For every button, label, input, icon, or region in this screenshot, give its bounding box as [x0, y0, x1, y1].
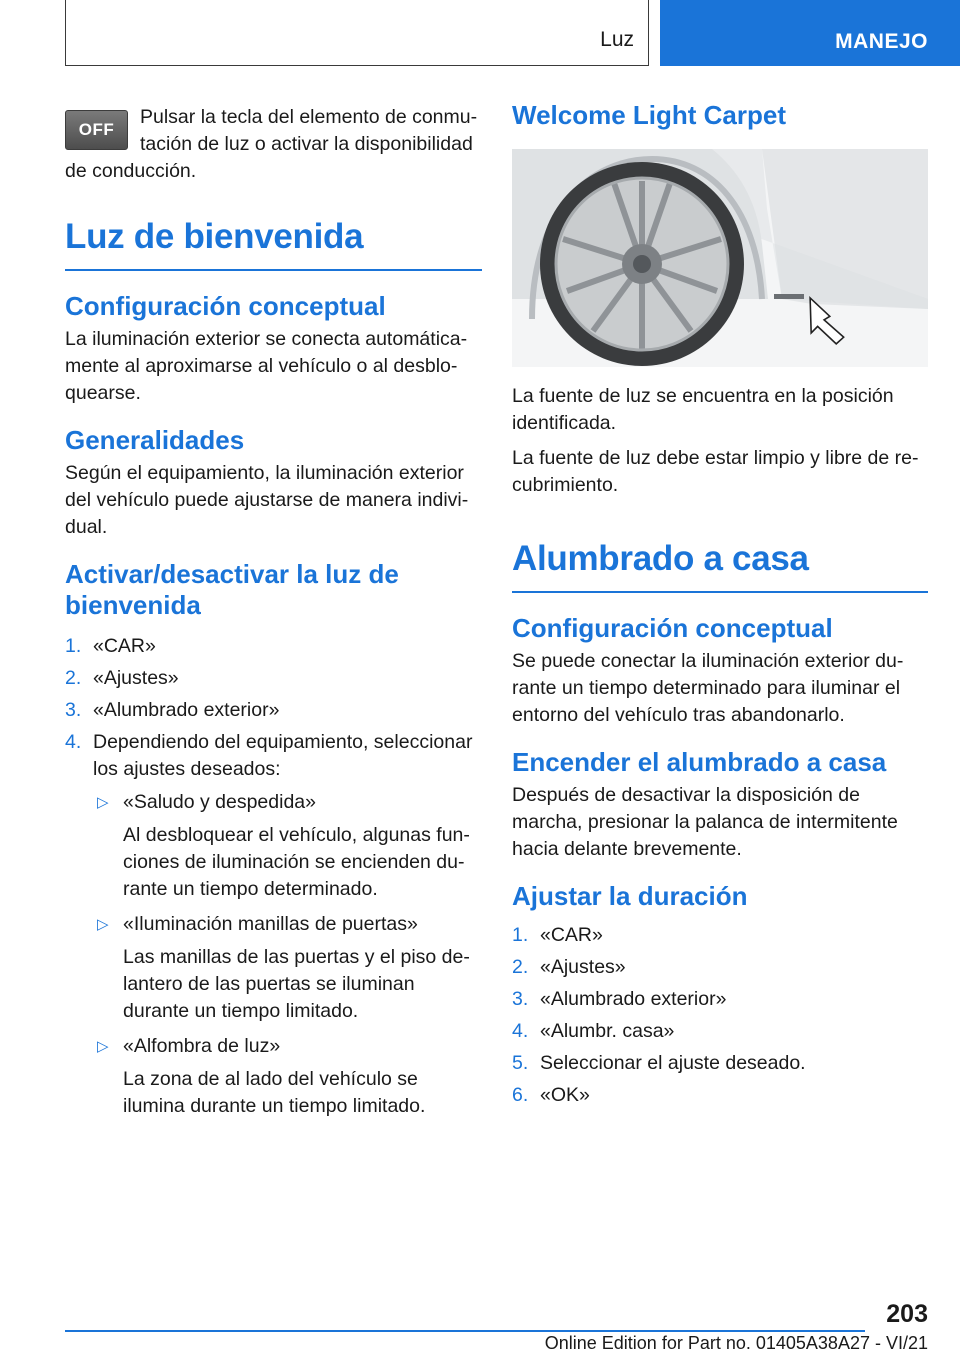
- list-item: 1. «CAR»: [512, 922, 928, 949]
- list-item: 1. «CAR»: [65, 633, 482, 660]
- section-encender: [512, 747, 928, 863]
- list-item: 4. Dependiendo del equipamiento, seleccionar los ajustes deseados: ▷ «Saludo y despedida» Al desbloquear el vehículo, algunas funciones de iluminación se encienden durante un tiempo determinado. ▷ «Iluminación manillas de puertas» Las manillas de las puertas y el piso delantero de las puertas se iluminan durante un tiempo limitado. ▷ «Alfombra de luz» La zona de al lado del vehículo se ilumina durante un tiempo limitado.: [65, 729, 482, 1120]
- step-number: 1.: [512, 924, 529, 946]
- section-body: Después de desactivar la disposición de marcha, presionar la palanca de intermitente hacia delante brevemente.: [512, 784, 898, 860]
- page-number: 203: [886, 1300, 928, 1328]
- header-chapter-tab: [660, 0, 960, 66]
- step-number: 2.: [512, 956, 529, 978]
- list-item: ▷ «Iluminación manillas de puertas» Las manillas de las puertas y el piso delantero de las puertas se iluminan durante un tiempo limitado.: [97, 913, 470, 1022]
- section-title: Activar/desactivar la luz de bienvenida: [65, 559, 399, 620]
- heading-welcome-light-carpet: Welcome Light Carpet: [512, 100, 787, 130]
- list-item: ▷ «Saludo y despedida» Al desbloquear el vehículo, algunas funciones de iluminación se encienden durante un tiempo determinado.: [97, 791, 470, 900]
- footer-edition: Online Edition for Part no. 01405A38A27 - VI/21: [544, 1333, 928, 1353]
- triangle-bullet-icon: ▷: [97, 1038, 109, 1055]
- step-number: 4.: [512, 1020, 529, 1042]
- list-item: 4. «Alumbr. casa»: [512, 1018, 928, 1045]
- list-item: ▷ «Alfombra de luz» La zona de al lado del vehículo se ilumina durante un tiempo limitado.: [97, 1035, 426, 1117]
- welcome-text-2: La fuente de luz debe estar limpio y libre de recubrimiento.: [512, 447, 919, 496]
- list-item: 2. «Ajustes»: [65, 665, 482, 692]
- section-title: Configuración conceptual: [512, 613, 833, 643]
- header-section-box: [65, 0, 649, 66]
- car-wheel-illustration: [512, 149, 928, 367]
- step-number: 3.: [65, 699, 82, 721]
- list-item: 3. «Alumbrado exterior»: [65, 697, 482, 724]
- right-column: [512, 100, 928, 1127]
- off-instruction: [65, 104, 482, 185]
- welcome-text-1: La fuente de luz se encuentra en la posición identificada.: [512, 385, 894, 434]
- section-title: Generalidades: [65, 425, 245, 455]
- steps-list: [65, 633, 482, 1120]
- section-title: Configuración conceptual: [65, 291, 386, 321]
- steps-list: [512, 922, 928, 1109]
- off-text: Pulsar la tecla del elemento de conmutación de luz o activar la disponibilidad de conducción.: [65, 106, 478, 182]
- section-activar: [65, 559, 482, 1120]
- section-ajustar-duracion: [512, 881, 928, 1109]
- list-item: 3. «Alumbrado exterior»: [512, 986, 928, 1013]
- step-number: 6.: [512, 1084, 529, 1106]
- triangle-bullet-icon: ▷: [97, 794, 109, 811]
- step-number: 4.: [65, 731, 82, 753]
- options-list: [93, 789, 482, 1120]
- step-number: 3.: [512, 988, 529, 1010]
- heading-alumbrado-a-casa: Alumbrado a casa: [512, 537, 928, 593]
- off-button-icon: OFF: [65, 110, 128, 150]
- section-title: Luz: [600, 28, 634, 51]
- heading-luz-de-bienvenida: Luz de bienvenida: [65, 215, 482, 271]
- triangle-bullet-icon: ▷: [97, 916, 109, 933]
- section-title: Encender el alumbrado a casa: [512, 747, 887, 777]
- section-body: Según el equipamiento, la iluminación exterior del vehículo puede ajustarse de manera individual.: [65, 462, 469, 538]
- section-configuracion: [65, 291, 482, 407]
- list-item: 6. «OK»: [512, 1082, 928, 1109]
- section-title: Ajustar la duración: [512, 881, 748, 911]
- section-configuracion: [512, 613, 928, 729]
- list-item: 5. Seleccionar el ajuste deseado.: [512, 1050, 928, 1077]
- section-body: Se puede conectar la iluminación exterior durante un tiempo determinado para iluminar el entorno del vehículo tras abandonarlo.: [512, 650, 904, 726]
- chapter-title: MANEJO: [835, 30, 928, 53]
- left-column: [65, 104, 482, 1138]
- step-number: 1.: [65, 635, 82, 657]
- footer-divider: [65, 1330, 865, 1332]
- section-body: La iluminación exterior se conecta automáticamente al aproximarse al vehículo o al desbloquearse.: [65, 328, 468, 404]
- step-number: 2.: [65, 667, 82, 689]
- section-generalidades: [65, 425, 482, 541]
- list-item: 2. «Ajustes»: [512, 954, 928, 981]
- step-number: 5.: [512, 1052, 529, 1074]
